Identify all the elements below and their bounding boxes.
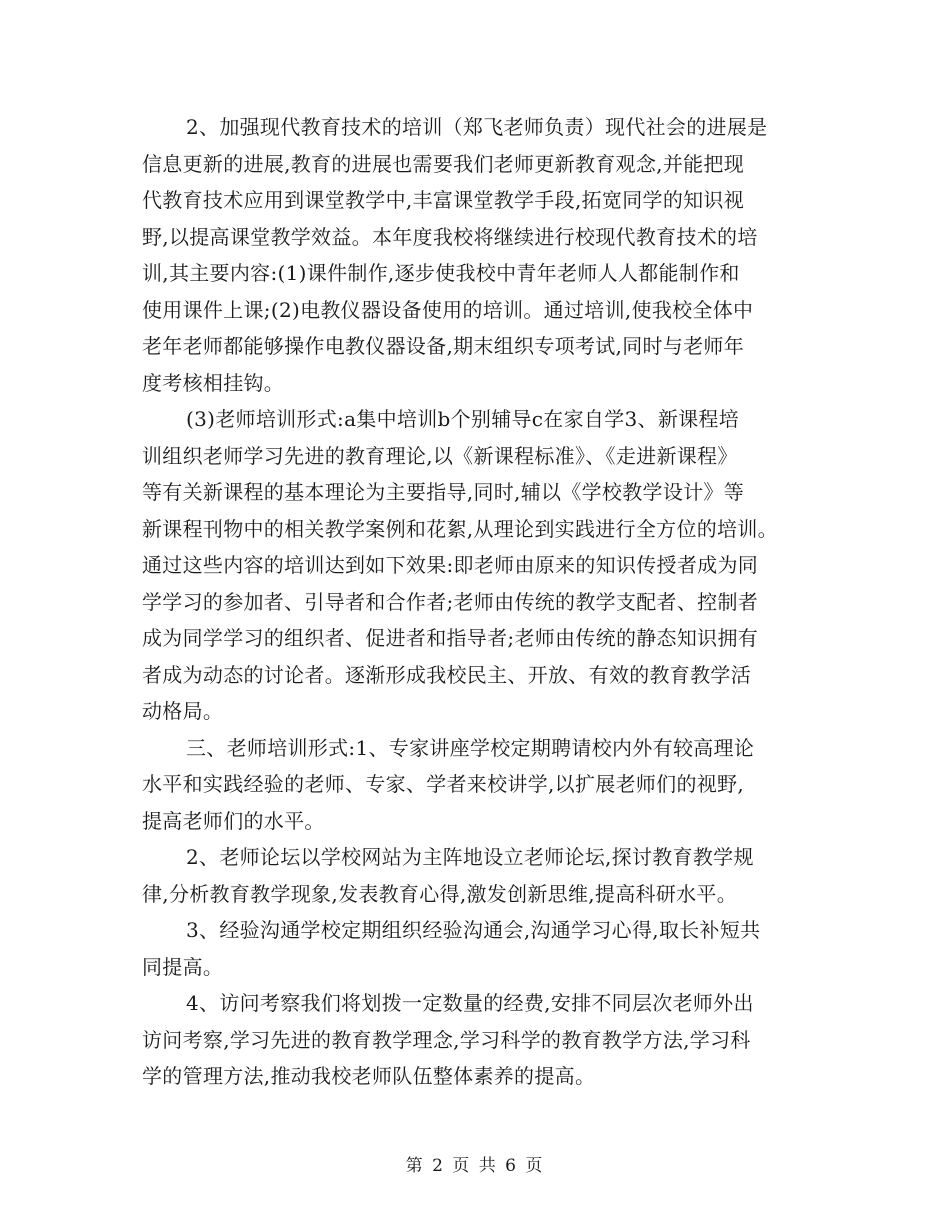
text-line: 律,分析教育教学现象,发表教育心得,激发创新思维,提高科研水平。 bbox=[142, 881, 738, 906]
paragraph-training-forms-new-curriculum bbox=[142, 401, 814, 730]
text-line: 3、经验沟通学校定期组织经验沟通会,沟通学习心得,取长补短共 bbox=[186, 918, 761, 942]
paragraph-modern-tech-training bbox=[142, 109, 814, 401]
text-line: 代教育技术应用到课堂教学中,丰富课堂教学手段,拓宽同学的知识视 bbox=[142, 188, 745, 212]
text-line: 学的管理方法,推动我校老师队伍整体素养的提高。 bbox=[142, 1064, 596, 1088]
text-line: 度考核相挂钩。 bbox=[142, 370, 285, 395]
page-number-footer: 第 2 页 共 6 页 bbox=[405, 1156, 545, 1176]
text-line: 训,其主要内容:(1)课件制作,逐步使我校中青年老师人人都能制作和 bbox=[142, 261, 740, 285]
text-line: (3)老师培训形式:a集中培训b个别辅导c在家自学3、新课程培 bbox=[186, 407, 740, 431]
text-line: 水平和实践经验的老师、专家、学者来校讲学,以扩展老师们的视野, bbox=[142, 772, 745, 796]
text-line: 访问考察,学习先进的教育教学理念,学习科学的教育教学方法,学习科 bbox=[142, 1027, 751, 1052]
text-line: 4、访问考察我们将划拨一定数量的经费,安排不同层次老师外出 bbox=[186, 991, 754, 1015]
text-line: 老年老师都能够操作电教仪器设备,期末组织专项考试,同时与老师年 bbox=[142, 334, 745, 358]
text-line: 提高老师们的水平。 bbox=[142, 808, 325, 833]
paragraph-experience-exchange bbox=[142, 912, 814, 985]
text-line: 等有关新课程的基本理论为主要指导,同时,辅以《学校教学设计》等 bbox=[142, 480, 745, 504]
document-body bbox=[142, 109, 814, 1095]
text-line: 同提高。 bbox=[142, 954, 224, 979]
text-line: 使用课件上课;(2)电教仪器设备使用的培训。通过培训,使我校全体中 bbox=[142, 297, 754, 322]
text-line: 通过这些内容的培训达到如下效果:即老师由原来的知识传授者成为同 bbox=[142, 553, 759, 577]
paragraph-teacher-forum bbox=[142, 839, 814, 912]
text-line: 三、老师培训形式:1、专家讲座学校定期聘请校内外有较高理论 bbox=[186, 735, 755, 760]
text-line: 学学习的参加者、引导者和合作者;老师由传统的教学支配者、控制者 bbox=[142, 589, 759, 614]
text-line: 训组织老师学习先进的教育理论,以《新课程标准》、《走进新课程》 bbox=[142, 443, 738, 468]
text-line: 者成为动态的讨论者。逐渐形成我校民主、开放、有效的教育教学活 bbox=[142, 662, 751, 687]
text-line: 2、加强现代教育技术的培训（郑飞老师负责）现代社会的进展是 bbox=[186, 115, 768, 139]
text-line: 2、老师论坛以学校网站为主阵地设立老师论坛,探讨教育教学规 bbox=[186, 845, 754, 869]
text-line: 成为同学学习的组织者、促进者和指导者;老师由传统的静态知识拥有 bbox=[142, 626, 759, 650]
text-line: 动格局。 bbox=[142, 699, 224, 723]
paragraph-visit-study bbox=[142, 985, 814, 1095]
text-line: 新课程刊物中的相关教学案例和花絮,从理论到实践进行全方位的培训。 bbox=[142, 516, 778, 541]
paragraph-expert-lectures bbox=[142, 730, 814, 840]
text-line: 信息更新的进展,教育的进展也需要我们老师更新教育观念,并能把现 bbox=[142, 151, 745, 176]
text-line: 野,以提高课堂教学效益。本年度我校将继续进行校现代教育技术的培 bbox=[142, 224, 758, 249]
